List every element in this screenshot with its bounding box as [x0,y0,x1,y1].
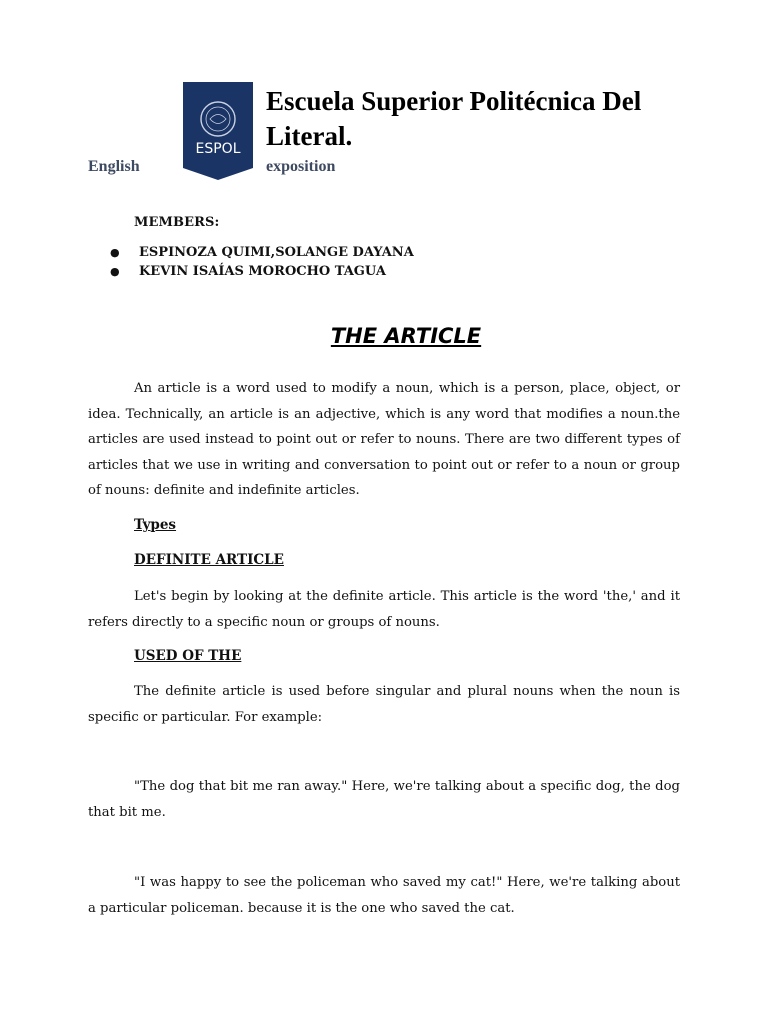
espol-shield-icon [183,82,253,180]
used-of-the-paragraph: The definite article is used before singular and plural nouns when the noun is specific or particular. For example: [88,684,680,725]
definite-article-heading: DEFINITE ARTICLE [134,552,284,568]
used-of-the-heading: USED OF THE [134,648,242,664]
document-title: THE ARTICLE [330,324,482,348]
members-label: MEMBERS: [134,215,220,230]
intro-paragraph: An article is a word used to modify a noun, which is a person, place, object, or idea. Technically, an article is an adjective, which is any word that modifies a noun.the articles are used instead to point out or refer to nouns. There are two different types of articles that we use in writing and conversation to point out or refer to a noun or group of nouns: definite and indefinite articles. [88,381,680,498]
university-name: Escuela Superior Politécnica Del Literal. [266,86,642,151]
espol-logo [183,82,253,180]
types-heading: Types [134,517,177,533]
list-item [110,243,414,262]
example-two-paragraph: "I was happy to see the policeman who saved my cat!" Here, we're talking about a particular policeman. because it is the one who saved the cat. [88,875,680,916]
definite-article-paragraph: Let's begin by looking at the definite article. This article is the word 'the,' and it refers directly to a specific noun or groups of nouns. [88,589,680,630]
bullet-icon: ● [110,246,120,259]
list-item [110,262,414,281]
logo-text: ESPOL [195,141,241,157]
member-name: ESPINOZA QUIMI,SOLANGE DAYANA [139,245,414,260]
example-one-paragraph: "The dog that bit me ran away." Here, we're talking about a specific dog, the dog that bit me. [88,779,680,820]
members-list [110,243,414,281]
bullet-icon: ● [110,265,120,278]
subject-label: English [88,158,140,175]
exposition-label: exposition [266,158,336,175]
member-name: KEVIN ISAÍAS MOROCHO TAGUA [139,264,386,279]
